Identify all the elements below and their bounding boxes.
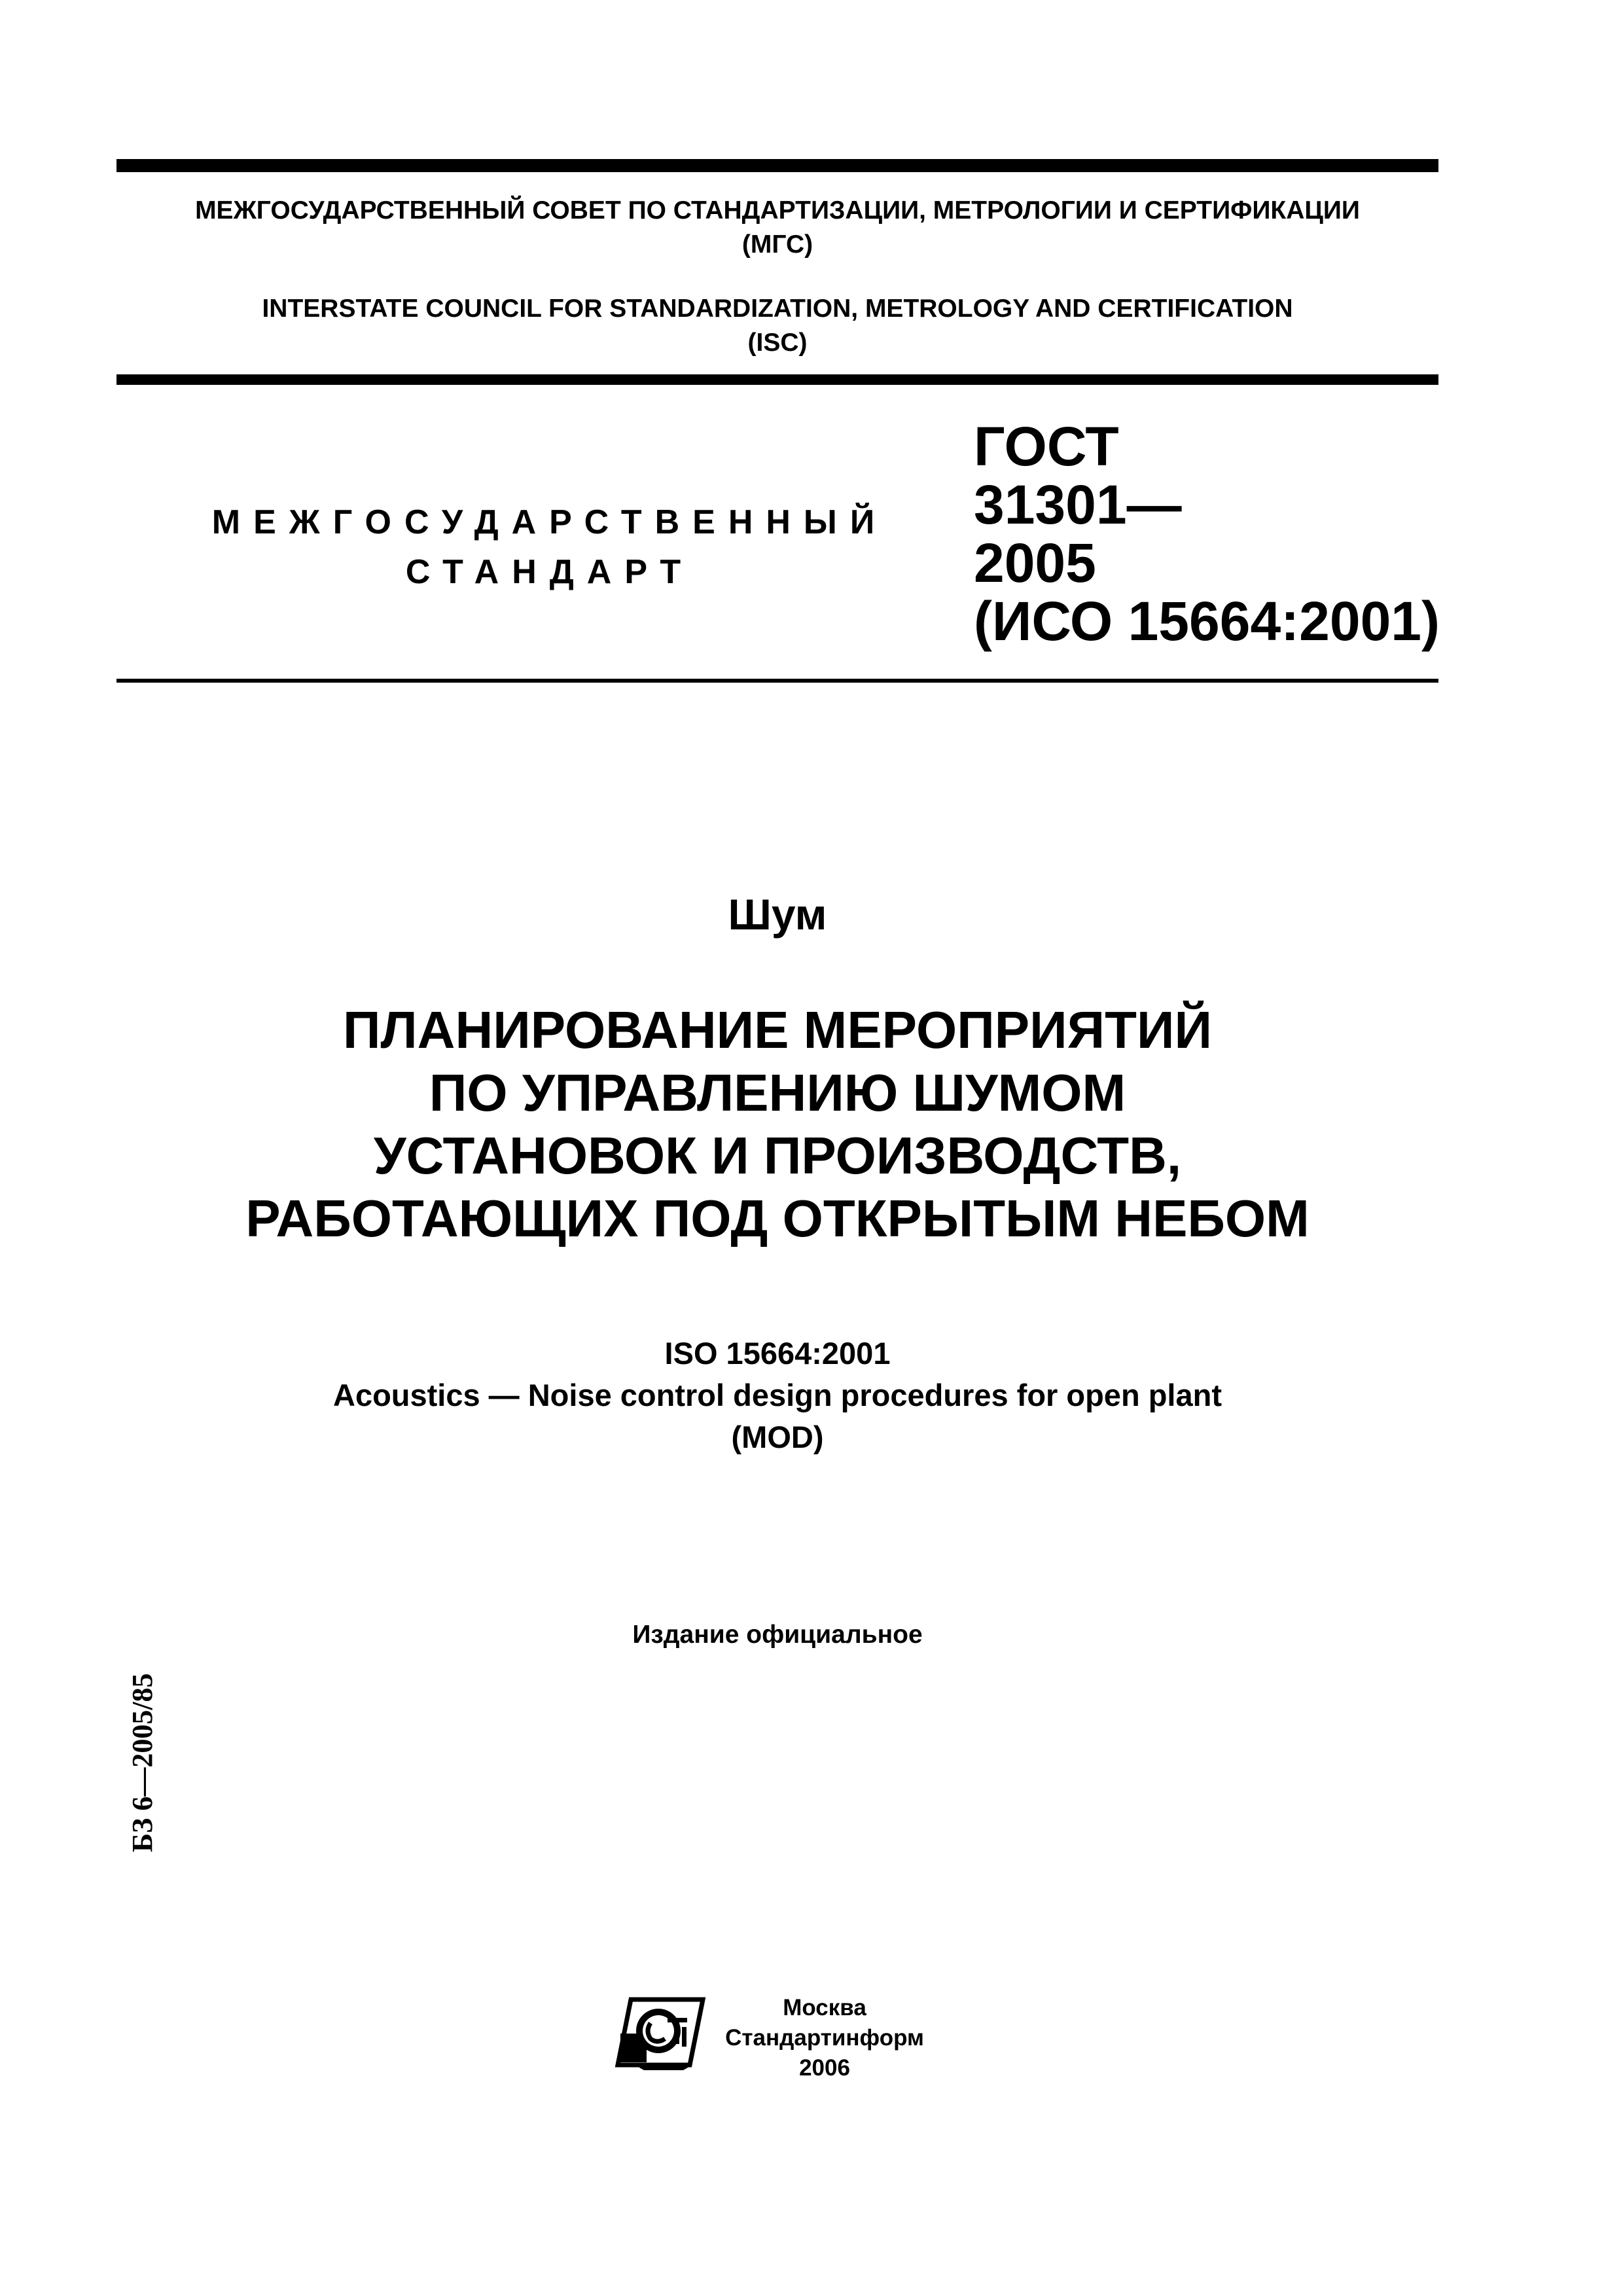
iso-title: Acoustics — Noise control design procedures for open plant (333, 1378, 1222, 1412)
standard-designation (974, 418, 1440, 651)
council-name-en (116, 292, 1438, 360)
designation-line1: ГОСТ (974, 416, 1119, 477)
document-title-line1: ПЛАНИРОВАНИЕ МЕРОПРИЯТИЙ (343, 1001, 1212, 1059)
designation-line2: 31301— (974, 474, 1182, 535)
council-abbr-en: (ISC) (747, 329, 808, 357)
top-rule (116, 159, 1438, 172)
designation-line4: (ИСО 15664:2001) (974, 590, 1440, 652)
iso-modification: (MOD) (731, 1420, 824, 1454)
standartinform-logo-icon (611, 1993, 709, 2072)
designation-line3: 2005 (974, 532, 1096, 594)
thin-rule (116, 679, 1438, 683)
publisher-block (713, 1993, 936, 2083)
side-code: БЗ 6—2005/85 (126, 1673, 158, 1852)
edition-label: Издание официальное (632, 1621, 923, 1649)
standard-kind-line1: МЕЖГОСУДАРСТВЕННЫЙ (211, 503, 888, 541)
document-title (116, 999, 1438, 1250)
document-title-line3: УСТАНОВОК И ПРОИЗВОДСТВ, (373, 1126, 1182, 1185)
document-title-line2: ПО УПРАВЛЕНИЮ ШУМОМ (429, 1064, 1126, 1122)
iso-code: ISO 15664:2001 (664, 1336, 891, 1371)
document-title-line4: РАБОТАЮЩИХ ПОД ОТКРЫТЫМ НЕБОМ (245, 1189, 1310, 1247)
publisher-year: 2006 (799, 2055, 850, 2081)
standard-kind-line2: СТАНДАРТ (405, 553, 694, 591)
council-abbr-ru: (МГС) (741, 230, 813, 259)
publisher-name: Стандартинформ (725, 2025, 924, 2051)
publisher-city: Москва (783, 1995, 866, 2020)
standard-kind (196, 497, 903, 597)
middle-rule (116, 374, 1438, 385)
council-name-en-line1: INTERSTATE COUNCIL FOR STANDARDIZATION, METROLOGY AND CERTIFICATION (262, 295, 1293, 323)
council-name-ru-line1: МЕЖГОСУДАРСТВЕННЫЙ СОВЕТ ПО СТАНДАРТИЗАЦИИ, МЕТРОЛОГИИ И СЕРТИФИКАЦИИ (195, 196, 1360, 224)
document-subject: Шум (728, 890, 827, 939)
council-name-ru (116, 194, 1438, 262)
iso-reference (116, 1333, 1438, 1458)
